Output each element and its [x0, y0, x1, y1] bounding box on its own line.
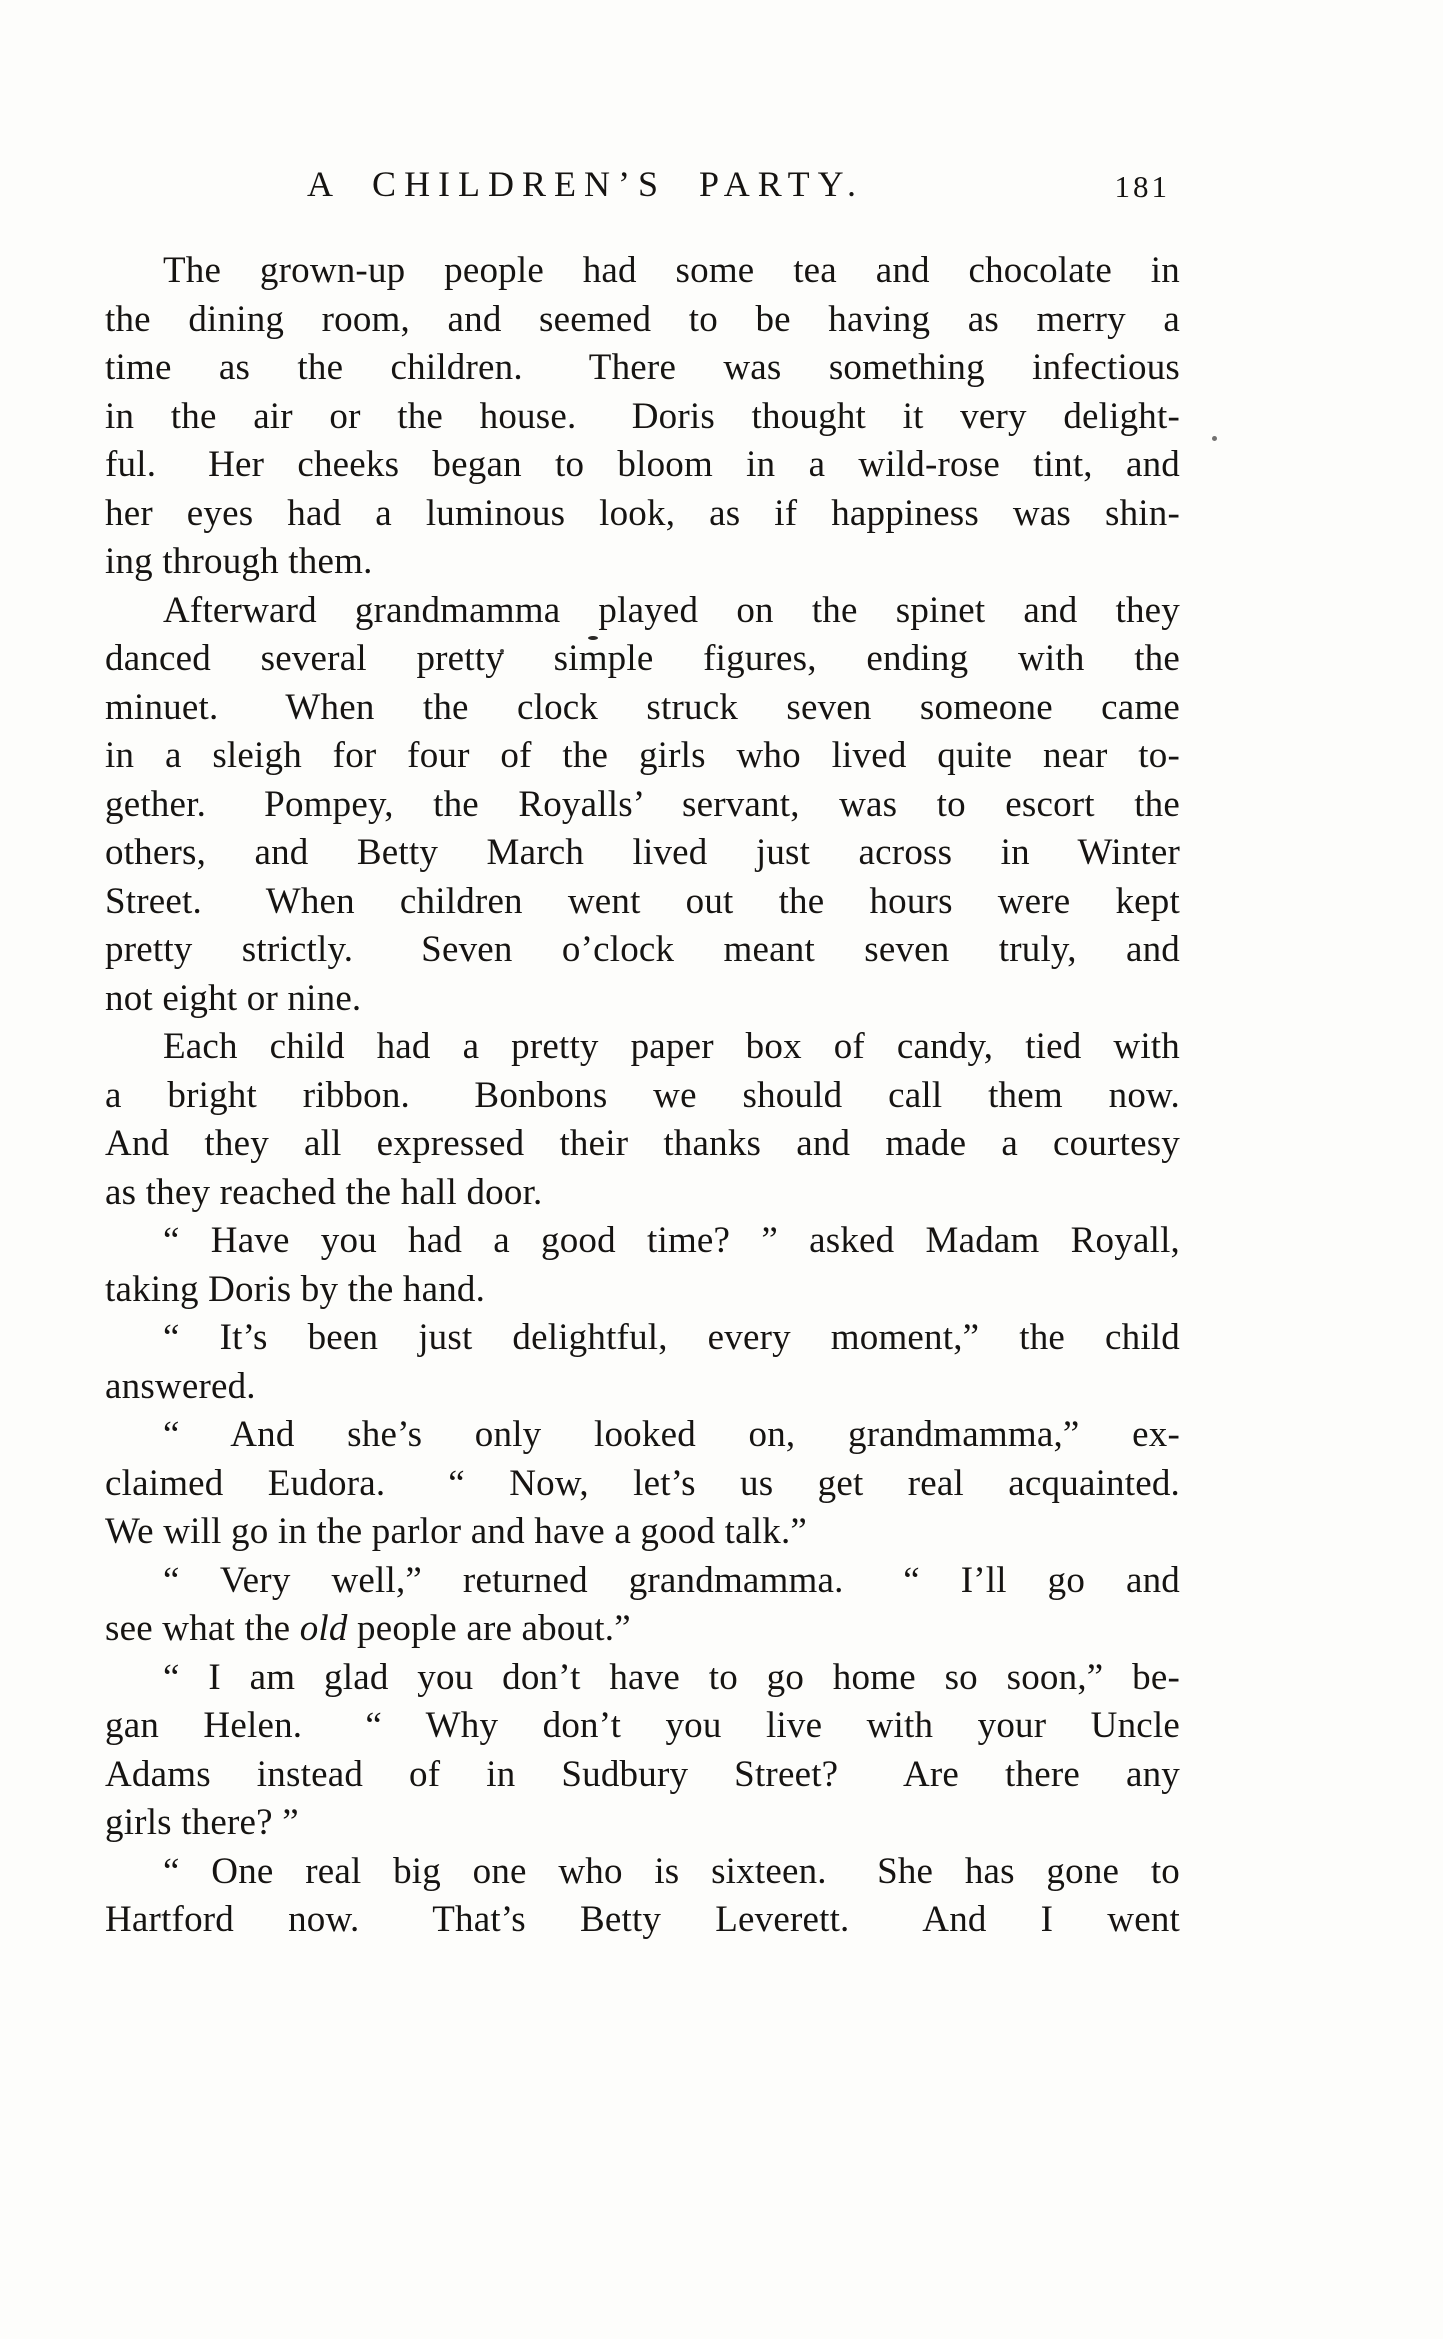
text-line: in the air or the house. Doris thought it very delight-: [105, 395, 1180, 437]
text-line: pretty strictly. Seven o’clock meant seven truly, and: [105, 929, 1180, 970]
text-line: ful. Her cheeks began to bloom in a wild-rose tint, and: [105, 444, 1180, 485]
text-line: And they all expressed their thanks and made a courtesy: [105, 1123, 1180, 1164]
page-number: 181: [1114, 169, 1170, 204]
text-line: a bright ribbon. Bonbons we should call them now.: [105, 1074, 1180, 1116]
text-line: Street. When children went out the hours were kept: [105, 880, 1180, 922]
paragraph: [105, 1314, 1180, 1411]
text-line: “ Have you had a good time? ” asked Madam Royall,: [163, 1220, 1180, 1261]
text-line: as they reached the hall door.: [105, 1171, 543, 1213]
body-text: [105, 247, 1180, 1945]
text-line: “ Very well,” returned grandmamma. “ I’ll go and: [163, 1559, 1180, 1601]
text-line: Adams instead of in Sudbury Street? Are there any: [105, 1753, 1180, 1795]
text-line: answered.: [105, 1365, 256, 1407]
text-line: The grown-up people had some tea and chocolate in: [163, 250, 1180, 291]
text-line: Hartford now. That’s Betty Leverett. And I went: [105, 1899, 1180, 1940]
page-header: [105, 163, 1180, 205]
text-line: Afterward grandmamma played on the spinet and they: [163, 589, 1180, 631]
text-line: others, and Betty March lived just across in Winter: [105, 832, 1180, 873]
text-line: We will go in the parlor and have a good talk.”: [105, 1511, 808, 1552]
text-line: taking Doris by the hand.: [105, 1268, 486, 1310]
text-line: claimed Eudora. “ Now, let’s us get real acquainted.: [105, 1462, 1180, 1504]
text-line: Each child had a pretty paper box of candy, tied with: [163, 1026, 1180, 1067]
text-line: ing through them.: [105, 541, 373, 582]
text-line: danced several pretty simple figures, ending with the: [105, 638, 1180, 679]
paragraph: [105, 1557, 1180, 1654]
text-line: in a sleigh for four of the girls who lived quite near to-: [105, 735, 1180, 776]
text-line: girls there? ”: [105, 1802, 299, 1843]
paragraph: [105, 247, 1180, 587]
paragraph: [105, 1217, 1180, 1314]
text-block: [105, 163, 1180, 1945]
ink-speck: [1212, 436, 1217, 441]
paragraph: [105, 1023, 1180, 1217]
text-line: gan Helen. “ Why don’t you live with your Uncle: [105, 1705, 1180, 1746]
text-line: the dining room, and seemed to be having as merry a: [105, 298, 1180, 340]
text-line: not eight or nine.: [105, 977, 362, 1019]
paragraph: [105, 587, 1180, 1024]
text-line: gether. Pompey, the Royalls’ servant, was to escort the: [105, 783, 1180, 825]
paragraph: [105, 1411, 1180, 1557]
text-line: “ And she’s only looked on, grandmamma,” ex-: [163, 1414, 1180, 1455]
text-line: “ It’s been just delightful, every moment,” the child: [163, 1317, 1180, 1358]
text-line: minuet. When the clock struck seven someone came: [105, 686, 1180, 728]
text-line: “ I am glad you don’t have to go home so soon,” be-: [163, 1656, 1180, 1698]
text-line: “ One real big one who is sixteen. She has gone to: [163, 1850, 1180, 1892]
running-title: A CHILDREN’S PARTY.: [307, 164, 864, 204]
text-line: time as the children. There was something infectious: [105, 347, 1180, 388]
paragraph: [105, 1848, 1180, 1945]
paragraph: [105, 1654, 1180, 1848]
text-line: her eyes had a luminous look, as if happiness was shin-: [105, 492, 1180, 534]
text-line: see what the old people are about.”: [105, 1608, 631, 1649]
